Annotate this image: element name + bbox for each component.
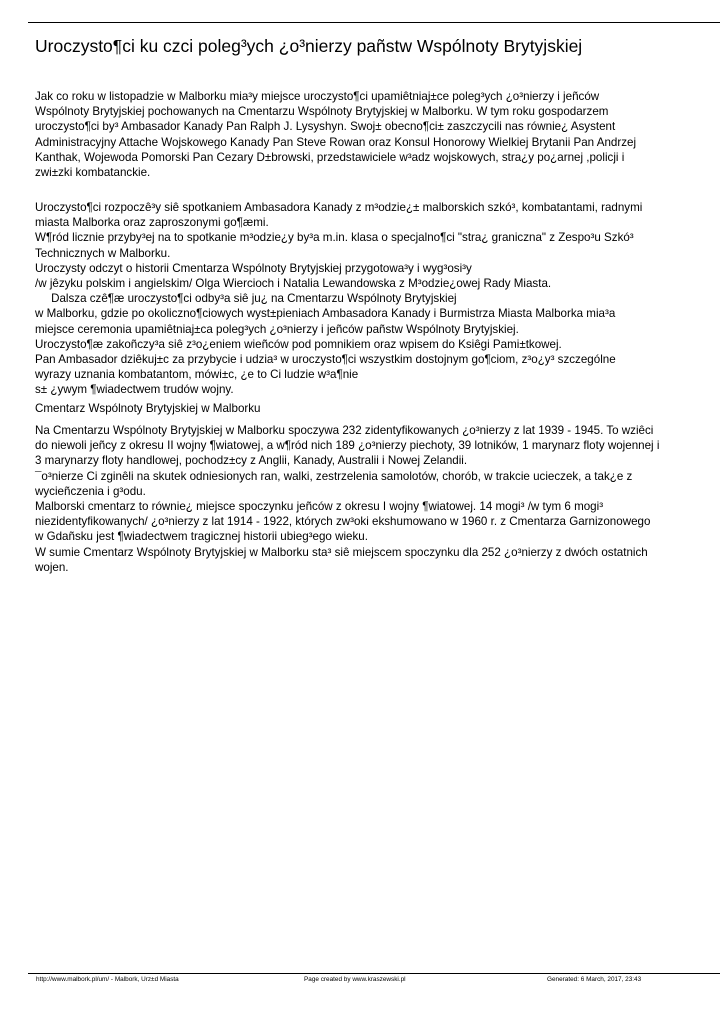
cemetery-line: do niewoli jeñcy z okresu II wojny ¶wiatowej, a w¶ród nich 189 ¿o³nierzy piechoty, 39 lotników, 1 marynarz floty wojennej i	[35, 439, 660, 453]
intro-line: Wspólnoty Brytyjskiej pochowanych na Cmentarzu Wspólnoty Brytyjskiej w Malborku. W tym roku gospodarzem	[35, 105, 609, 119]
events-line: wyrazy uznania kombatantom, mówi±c, ¿e to Ci ludzie w³a¶nie	[35, 368, 359, 382]
events-line: w Malborku, gdzie po okoliczno¶ciowych wyst±pieniach Ambasadora Kanady i Burmistrza Miasta Malborka mia³a	[35, 307, 616, 321]
intro-line: uroczysto¶ci by³ Ambasador Kanady Pan Ralph J. Lysyshyn. Swoj± obecno¶ci± zaszczycili nas równie¿ Asystent	[35, 120, 616, 134]
events-line: Uroczysto¶æ zakoñczy³a siê z³o¿eniem wieñców pod pomnikiem oraz wpisem do Ksiêgi Pami±tkowej.	[35, 337, 562, 351]
events-paragraph	[35, 200, 711, 398]
page-title: Uroczysto¶ci ku czci poleg³ych ¿o³nierzy pañstw Wspólnoty Brytyjskiej	[35, 36, 583, 56]
events-line: Uroczysty odczyt o historii Cmentarza Wspólnoty Brytyjskiej przygotowa³y i wyg³osi³y	[35, 261, 472, 275]
events-line: Uroczysto¶ci rozpoczê³y siê spotkaniem Ambasadora Kanady z m³odzie¿± malborskich szkó³, kombatantami, radnymi	[35, 201, 643, 214]
footer-source: http://www.malbork.pl/um/ - Malbork, Urz±d Miasta	[36, 976, 179, 983]
footer-credit: Page created by www.kraszewski.pl	[304, 976, 406, 983]
events-line: Dalsza czê¶æ uroczysto¶ci odby³a siê ju¿ na Cmentarzu Wspólnoty Brytyjskiej	[35, 292, 457, 306]
cemetery-line: 3 marynarzy floty handlowej, pochodz±cy z Anglii, Kanady, Australii i Nowej Zelandii.	[35, 454, 468, 468]
bottom-rule	[28, 973, 720, 974]
events-line: miasta Malborka oraz zaproszonymi go¶æmi.	[35, 216, 269, 230]
events-line: Pan Ambasador dziêkuj±c za przybycie i udzia³ w uroczysto¶ci wszystkim dostojnym go¶ciom, z³o¿y³ szczególne	[35, 353, 616, 367]
cemetery-line: wycieñczenia i g³odu.	[35, 484, 146, 498]
cemetery-line: w Gdañsku jest ¶wiadectwem tragicznej historii ubieg³ego wieku.	[35, 530, 368, 544]
footer-generated: Generated: 6 March, 2017, 23:43	[547, 976, 642, 983]
intro-line: Jak co roku w listopadzie w Malborku mia³y miejsce uroczysto¶ci upamiêtniaj±ce poleg³ych ¿o³nierzy i jeñców	[35, 90, 600, 103]
events-line: s± ¿ywym ¶wiadectwem trudów wojny.	[35, 383, 234, 397]
cemetery-paragraph	[35, 423, 711, 575]
events-line: W¶ród licznie przyby³ej na to spotkanie m³odzie¿y by³a m.in. klasa o specjalno¶ci "stra¿ graniczna" z Zespo³u Szkó³	[35, 231, 634, 245]
cemetery-line: Na Cmentarzu Wspólnoty Brytyjskiej w Malborku spoczywa 232 zidentyfikowanych ¿o³nierzy z lat 1939 - 1945. To wziêci	[35, 424, 654, 437]
intro-line: zwi±zki kombatanckie.	[35, 166, 151, 180]
intro-paragraph	[35, 89, 711, 180]
intro-line: Administracyjny Attache Wojskowego Kanady Pan Steve Rowan oraz Konsul Honorowy Wielkiej Brytanii Pan Andrzej	[35, 135, 637, 149]
section-heading	[35, 401, 711, 416]
events-line: Technicznych w Malborku.	[35, 246, 171, 260]
cemetery-line: W sumie Cmentarz Wspólnoty Brytyjskiej w Malborku sta³ siê miejscem spoczynku dla 252 ¿o³nierzy z dwóch ostatnich	[35, 545, 648, 559]
events-line: /w jêzyku polskim i angielskim/ Olga Wiercioch i Natalia Lewandowska z M³odzie¿owej Rady Miasta.	[35, 277, 552, 291]
cemetery-line: ¯o³nierze Ci zginêli na skutek odniesionych ran, walki, zestrzelenia samolotów, chorób, w trakcie ucieczek, a tak¿e z	[35, 469, 633, 483]
events-line: miejsce ceremonia upamiêtniaj±ca poleg³ych ¿o³nierzy i jeñców pañstw Wspólnoty Brytyjskiej.	[35, 322, 519, 336]
intro-line: Kanthak, Wojewoda Pomorski Pan Cezary D±browski, przedstawiciele w³adz wojskowych, stra¿y po¿arnej ,policji i	[35, 150, 625, 164]
section-heading-text: Cmentarz Wspólnoty Brytyjskiej w Malborku	[35, 402, 261, 415]
cemetery-line: wojen.	[35, 560, 69, 574]
top-rule	[28, 22, 720, 23]
cemetery-line: Malborski cmentarz to równie¿ miejsce spoczynku jeñców z okresu I wojny ¶wiatowej. 14 mogi³ /w tym 6 mogi³	[35, 500, 604, 514]
cemetery-line: niezidentyfikowanych/ ¿o³nierzy z lat 1914 - 1922, których zw³oki ekshumowano w 1960 r. z Cmentarza Garnizonowego	[35, 515, 651, 529]
